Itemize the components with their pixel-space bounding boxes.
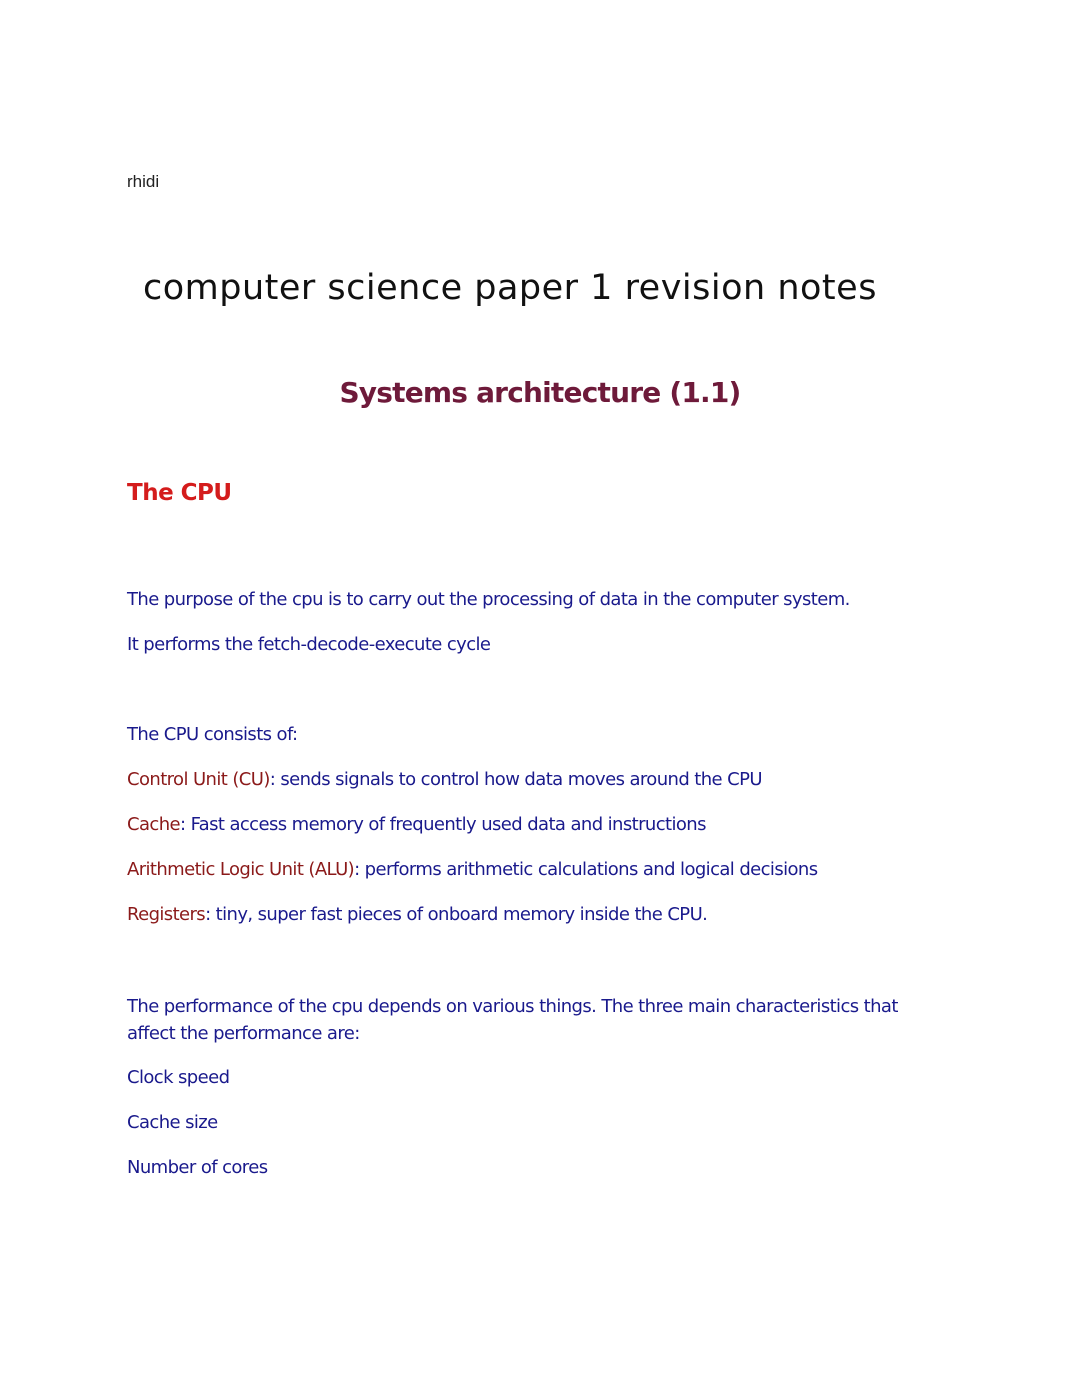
author-name: rhidi [127,172,160,191]
component-term: Cache [127,814,180,835]
component-description: : sends signals to control how data moves around the CPU [269,769,762,790]
performance-factor: Clock speed [127,1067,230,1088]
component-description: : Fast access memory of frequently used data and instructions [179,814,706,835]
performance-factor: Number of cores [127,1157,268,1178]
component-item [127,814,706,835]
component-term: Registers [127,904,206,925]
section-title: Systems architecture (1.1) [339,376,741,409]
performance-intro: The performance of the cpu depends on various things. The three main characteristics that affect the performance are: [127,996,898,1044]
component-item [127,769,762,790]
document-title: computer science paper 1 revision notes [143,268,877,308]
component-item [127,904,707,925]
component-item [127,859,818,880]
component-term: Arithmetic Logic Unit (ALU) [127,859,355,880]
component-description: : performs arithmetic calculations and logical decisions [354,859,818,880]
purpose-line-1: The purpose of the cpu is to carry out the processing of data in the computer system. [127,589,850,610]
performance-factor: Cache size [127,1112,218,1133]
subsection-heading: The CPU [127,480,232,506]
component-description: : tiny, super fast pieces of onboard memory inside the CPU. [205,904,708,925]
components-intro: The CPU consists of: [127,724,298,745]
component-term: Control Unit (CU) [127,769,270,790]
purpose-line-2: It performs the fetch-decode-execute cycle [127,634,491,655]
